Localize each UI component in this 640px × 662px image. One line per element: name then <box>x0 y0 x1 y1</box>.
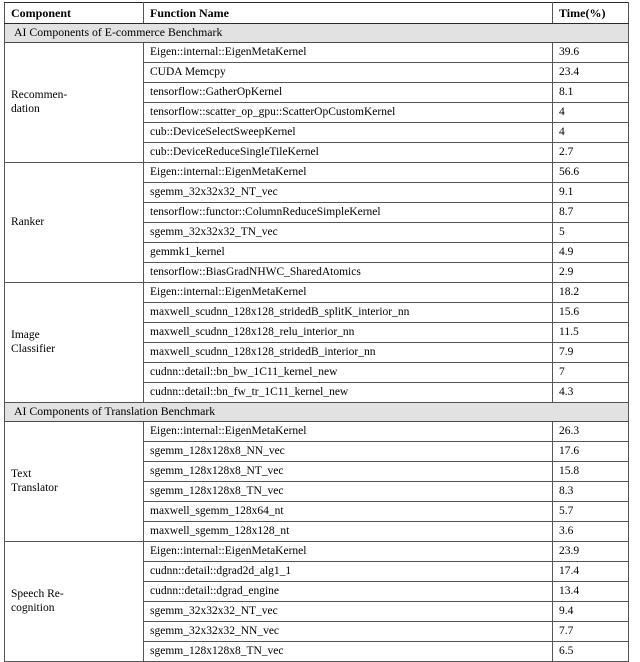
component-cell <box>5 283 144 403</box>
function-name-cell: sgemm_32x32x32_TN_vec <box>144 223 553 243</box>
component-label-line: Ranker <box>11 215 45 228</box>
component-label-line: dation <box>11 102 40 115</box>
function-name-cell: sgemm_32x32x32_NN_vec <box>144 622 553 642</box>
time-percent-cell: 6.5 <box>553 642 629 662</box>
time-percent-cell: 15.6 <box>553 303 629 323</box>
function-name-cell: sgemm_128x128x8_TN_vec <box>144 482 553 502</box>
time-percent-cell: 56.6 <box>553 163 629 183</box>
section-header-row <box>5 24 629 43</box>
table-row <box>5 283 629 303</box>
function-name-cell: sgemm_128x128x8_NT_vec <box>144 462 553 482</box>
component-label-line: Recommen- <box>11 88 68 101</box>
function-name-cell: maxwell_sgemm_128x128_nt <box>144 522 553 542</box>
time-percent-cell: 18.2 <box>553 283 629 303</box>
component-label-line: Classifier <box>11 342 56 355</box>
function-name-cell: sgemm_128x128x8_NN_vec <box>144 442 553 462</box>
time-percent-cell: 5 <box>553 223 629 243</box>
table-head <box>5 3 629 24</box>
component-label-line: Text <box>11 467 32 480</box>
component-label-line: cognition <box>11 601 55 614</box>
time-percent-cell: 8.1 <box>553 83 629 103</box>
column-header-component: Component <box>5 3 144 24</box>
function-name-cell: CUDA Memcpy <box>144 63 553 83</box>
time-percent-cell: 13.4 <box>553 582 629 602</box>
table-row <box>5 542 629 562</box>
table-row <box>5 422 629 442</box>
time-percent-cell: 4.9 <box>553 243 629 263</box>
component-cell <box>5 43 144 163</box>
time-percent-cell: 17.6 <box>553 442 629 462</box>
function-name-cell: maxwell_scudnn_128x128_stridedB_interior_nn <box>144 343 553 363</box>
function-name-cell: cudnn::detail::bn_fw_tr_1C11_kernel_new <box>144 383 553 403</box>
function-name-cell: tensorflow::functor::ColumnReduceSimpleKernel <box>144 203 553 223</box>
function-name-cell: Eigen::internal::EigenMetaKernel <box>144 422 553 442</box>
table-row <box>5 43 629 63</box>
time-percent-cell: 23.4 <box>553 63 629 83</box>
time-percent-cell: 3.6 <box>553 522 629 542</box>
time-percent-cell: 7.9 <box>553 343 629 363</box>
time-percent-cell: 11.5 <box>553 323 629 343</box>
table-row <box>5 163 629 183</box>
column-header-time-percent: Time(%) <box>553 3 629 24</box>
time-percent-cell: 4 <box>553 123 629 143</box>
section-title: AI Components of E-commerce Benchmark <box>5 24 629 43</box>
time-percent-cell: 15.8 <box>553 462 629 482</box>
function-name-cell: sgemm_128x128x8_TN_vec <box>144 642 553 662</box>
component-cell <box>5 163 144 283</box>
function-name-cell: cudnn::detail::bn_bw_1C11_kernel_new <box>144 363 553 383</box>
table-body <box>5 24 629 662</box>
column-header-function-name: Function Name <box>144 3 553 24</box>
time-percent-cell: 26.3 <box>553 422 629 442</box>
function-name-cell: sgemm_32x32x32_NT_vec <box>144 183 553 203</box>
function-name-cell: cudnn::detail::dgrad_engine <box>144 582 553 602</box>
function-name-cell: Eigen::internal::EigenMetaKernel <box>144 43 553 63</box>
time-percent-cell: 4 <box>553 103 629 123</box>
component-label-line: Speech Re- <box>11 587 64 600</box>
function-name-cell: Eigen::internal::EigenMetaKernel <box>144 163 553 183</box>
time-percent-cell: 5.7 <box>553 502 629 522</box>
function-name-cell: cudnn::detail::dgrad2d_alg1_1 <box>144 562 553 582</box>
function-name-cell: Eigen::internal::EigenMetaKernel <box>144 283 553 303</box>
function-name-cell: tensorflow::BiasGradNHWC_SharedAtomics <box>144 263 553 283</box>
component-cell <box>5 542 144 662</box>
time-percent-cell: 17.4 <box>553 562 629 582</box>
time-percent-cell: 9.4 <box>553 602 629 622</box>
time-percent-cell: 4.3 <box>553 383 629 403</box>
time-percent-cell: 7 <box>553 363 629 383</box>
table-header-row <box>5 3 629 24</box>
function-name-cell: maxwell_sgemm_128x64_nt <box>144 502 553 522</box>
time-percent-cell: 8.7 <box>553 203 629 223</box>
time-percent-cell: 7.7 <box>553 622 629 642</box>
time-percent-cell: 2.9 <box>553 263 629 283</box>
component-cell <box>5 422 144 542</box>
section-title: AI Components of Translation Benchmark <box>5 403 629 422</box>
component-label-line: Image <box>11 328 40 341</box>
time-percent-cell: 8.3 <box>553 482 629 502</box>
function-name-cell: sgemm_32x32x32_NT_vec <box>144 602 553 622</box>
kernel-profile-table <box>4 2 629 662</box>
time-percent-cell: 2.7 <box>553 143 629 163</box>
time-percent-cell: 39.6 <box>553 43 629 63</box>
function-name-cell: cub::DeviceSelectSweepKernel <box>144 123 553 143</box>
function-name-cell: tensorflow::GatherOpKernel <box>144 83 553 103</box>
time-percent-cell: 9.1 <box>553 183 629 203</box>
function-name-cell: maxwell_scudnn_128x128_relu_interior_nn <box>144 323 553 343</box>
component-label-line: Translator <box>11 481 58 494</box>
function-name-cell: tensorflow::scatter_op_gpu::ScatterOpCustomKernel <box>144 103 553 123</box>
section-header-row <box>5 403 629 422</box>
function-name-cell: cub::DeviceReduceSingleTileKernel <box>144 143 553 163</box>
function-name-cell: maxwell_scudnn_128x128_stridedB_splitK_interior_nn <box>144 303 553 323</box>
function-name-cell: Eigen::internal::EigenMetaKernel <box>144 542 553 562</box>
function-name-cell: gemmk1_kernel <box>144 243 553 263</box>
time-percent-cell: 23.9 <box>553 542 629 562</box>
